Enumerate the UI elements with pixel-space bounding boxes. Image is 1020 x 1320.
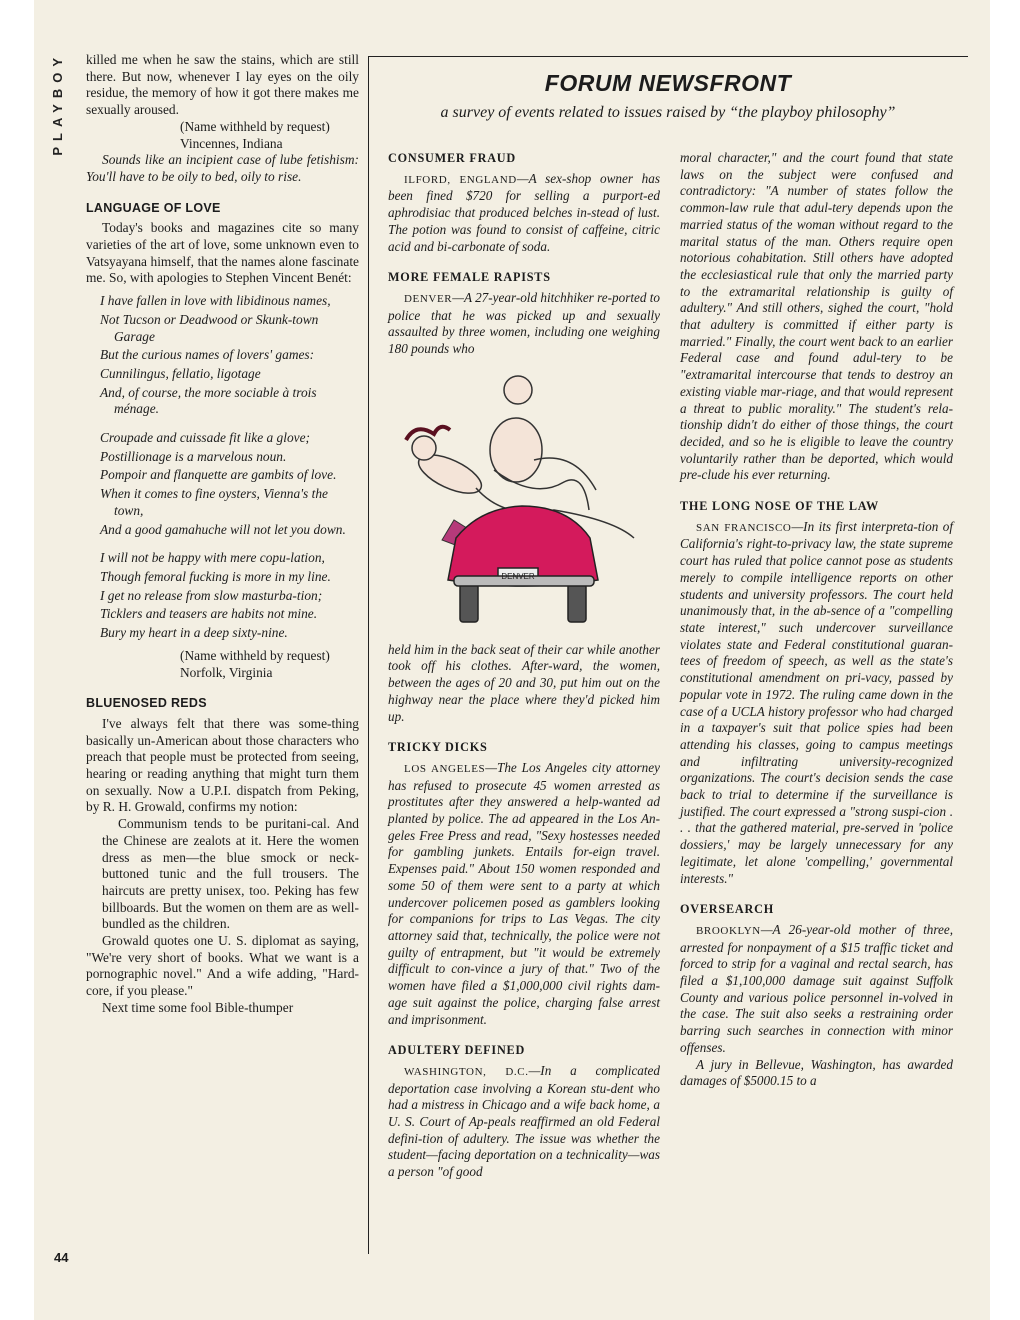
cartoon-illustration [384,370,660,638]
news-body: The Los Angeles city attorney has refused to prosecute 45 women arrested as prostitutes after they answered a help-wanted ad planted by police. The ad appeared in the Los An-geles Free Press and read, "Sexy hostesses needed for gambling junkets. Entails for-eign travel. Expenses paid." About 150 women responded and some 50 of them were sent to a party at which undercover policemen posed as gamblers looking for companions for trips to Las Vegas. The city attorney said that, technically, the police were not guilty of entrapment, but "it would be extremely difficult to con-vince a jury of that." Two of the women have filed a $1,000,000 civil rights dam-age suit against the police, charging false arrest and imprisonment. [388,759,660,1027]
news-dateline: ILFORD, ENGLAND [404,173,517,186]
news-body: In its first interpreta-tion of California's right-to-privacy law, the state supreme court has ruled that police cannot pose as students merely to compile intelligence reports on other students and university professors. The court held unanimously that, in the ab-sence of a "compelling state interest," such undercover surveillance violates state and Federal constitutional guaran-tees of freedom of speech, as well as the state's constitutional amendment on pri-vacy, passed by popular vote in 1972. The ruling came down in the case of a UCLA history professor who had charged in a taxpayer's suit that police spies had been attending his classes, going to campus meetings and infiltrating university-recognized organizations. The court's decision sends the case back to trial to determine if the surveillance is justified. The court expressed a "strong suspi-cion . . . that the gathered material, pre-served in 'police dossiers,' may be largely unnecessary for any legitimate, let alone 'compelling,' governmental interests." [680,518,954,886]
vertical-masthead: PLAYBOY [50,52,65,156]
page-number: 44 [54,1250,69,1265]
news-heading: THE LONG NOSE OF THE LAW [680,499,880,514]
letter-signature-place: Vincennes, Indiana [180,135,283,151]
news-heading: ADULTERY DEFINED [388,1043,526,1058]
news-heading: OVERSEARCH [680,902,775,917]
section-heading: LANGUAGE OF LOVE [86,200,221,215]
letter-body: I've always felt that there was some-thing basically un-American about those characters who preach that people must be protected from seeing, hearing or reading anything that might turn them on sexually. Now a U.P.I. dispatch from Peking, by R. H. Growald, confirms my notion: [86,715,359,815]
forum-subtitle: a survey of events related to issues raised by “the playboy philosophy” [440,104,896,121]
news-dateline: SAN FRANCISCO [696,521,792,534]
poem-line: I have fallen in love with libidinous names, [100,293,331,309]
editor-reply: Sounds like an incipient case of lube fetishism: You'll have to be oily to bed, oily to rise. [86,152,359,184]
forum-column-right [680,150,953,1090]
news-item: ILFORD, ENGLAND—A sex-shop owner has been fined $720 for selling a purport-ed aphrodisiac that produced belches in-stead of lust. The potion was found to consist of caffeine, citric acid and bi-carbonate of soda. [388,170,661,254]
block-quote: Communism tends to be puritani-cal. And the Chinese are zealots at it. Here the women dress as men—the blue smock or neck-buttoned tunic and the full trousers. The haircuts are pretty unisex, too. Peking has few billboards. But the women on them are as well-bundled as the children. [102,816,359,932]
news-body: A 26-year-old mother of three, arrested for nonpayment of a $15 traffic ticket and forced to strip for a vaginal and rectal search, has filed a $1,100,000 damage suit against Suffolk County and various police personnel in-volved in the case. The suit also seeks a restraining order barring such searches in connection with minor offenses. [680,921,953,1055]
news-item: LOS ANGELES—The Los Angeles city attorney has refused to prosecute 45 women arrested as prostitutes after they answered a help-wanted ad planted by police. The ad appeared in the Los An-geles Free Press and read, "Sexy hostesses needed for gambling junkets. Entails for-eign travel. Expenses paid." About 150 women responded and some 50 of them were sent to a party at which undercover policemen posed as gamblers looking for companions for trips to Las Vegas. The city attorney said that, technically, the police were not guilty of entrapment, but "it would be extremely difficult to con-vince a jury of that." Two of the women have filed a $1,000,000 civil rights dam-age suit against the police, charging false arrest and imprisonment. [388,759,660,1027]
figure-limb [534,458,596,490]
poem-line: Pompoir and flanquette are gambits of love. [100,467,337,483]
poem-line: I get no release from slow masturba-tion; [100,587,323,603]
poem-line: When it comes to fine oysters, Vienna's the town, [100,486,328,518]
news-dateline: LOS ANGELES [404,762,486,775]
car-wheel [460,584,478,622]
poem-line: But the curious names of lovers' games: [100,347,315,363]
license-plate-text: DENVER [501,572,535,581]
poem-line: Postillionage is a marvelous noun. [100,448,287,464]
poem [86,293,359,642]
news-dateline: DENVER [404,292,453,305]
letter-signature-name: (Name withheld by request) [180,647,330,663]
news-dateline: WASHINGTON, D.C. [404,1065,529,1078]
news-item: SAN FRANCISCO—In its first interpreta-tion of California's right-to-privacy law, the state supreme court has ruled that police cannot pose as students merely to compile intelligence reports on other students and university professors. The court held unanimously that, in the ab-sence of a "compelling state interest," such undercover surveillance violates state and Federal constitutional guaran-tees of freedom of speech, as well as the state's constitutional amendment on pri-vacy, passed by popular vote in 1972. The ruling came down in the case of a UCLA history professor who had charged in a taxpayer's suit that police spies had been attending his classes, going to campus meetings and infiltrating university-recognized organizations. The court's decision sends the case back to trial to determine if the surveillance is justified. The court expressed a "strong suspi-cion . . . that the gathered material, pre-served in 'police dossiers,' may be largely unnecessary for any legitimate, let alone 'compelling,' governmental interests." [680,518,954,886]
poem-line: Ticklers and teasers are habits not mine. [100,606,318,622]
news-body: A 27-year-old hitchhiker re-ported to police that he was picked up and sexually assaulted by three women, including one weighing 180 pounds who [388,289,660,357]
section-heading: BLUENOSED REDS [86,696,207,711]
letter-body: killed me when he saw the stains, which are still there. But now, whenever I lay eyes on the oily residue, the memory of how it got there makes me sexually aroused. [86,52,359,118]
poem-line: And, of course, the more sociable à trois ménage. [100,384,317,417]
news-body-continued: moral character," and the court found that state laws on the subject were confused and contradictory: "A number of states follow the common-law rule that adul-tery depends upon the married status of the woman without regard to the marital status of the man. Others require open notorious cohabitation. Still others have adopted the ecclesiastical rule that only the married party to the extramarital relationship is guilty of adultery." And still others, sighed the court, "hold that adultery is committed if either party is married." Finally, the court went back to an earlier Federal case and found adul-tery to be "extramarital intercourse that tends to destroy an existing viable mar-riage, and that would represent a threat to public morality." The student's rela-tionship didn't do either of those things, the court decided, and so he is eligible to leave the country voluntarily rather than be deported, which would pre-clude his ever returning. [680,150,953,483]
letters-column [86,52,359,1017]
letter-body: Today's books and magazines cite so many varieties of the art of love, some unknown even to Vatsyayana himself, that the names alone fascinate me. So, with apologies to Stephen Vincent Benét: [86,220,359,286]
news-heading: CONSUMER FRAUD [388,151,516,165]
news-body: In a complicated deportation case involving a Korean stu-dent who had a mistress in Chicago and a wife back home, a U. S. Court of Ap-peals reaffirmed an old Federal defini-tion of adultery. The issue was whether the student—facing deportation on a technicality—was a person "of good [388,1062,661,1180]
poem-line: Bury my heart in a deep sixty-nine. [100,625,288,641]
poem-line: Croupade and cuissade fit like a glove; [100,430,310,446]
news-body: A jury in Bellevue, Washington, has awarded damages of $5000.15 to a [680,1056,953,1089]
news-heading: MORE FEMALE RAPISTS [388,270,551,285]
news-item: WASHINGTON, D.C.—In a complicated deportation case involving a Korean stu-dent who had a mistress in Chicago and a wife back home, a U. S. Court of Ap-peals reaffirmed an old Federal defini-tion of adultery. The issue was whether the student—facing deportation on a technicality—was a person "of good [388,1062,661,1180]
letter-body: Next time some fool Bible-thumper [102,999,294,1015]
forum-title: FORUM NEWSFRONT [544,70,792,96]
forum-column-left [388,150,660,1181]
left-page-margin [0,0,34,1320]
news-item: BROOKLYN—A 26-year-old mother of three, arrested for nonpayment of a $15 traffic ticket and forced to strip for a vaginal and rectal search, has filed a $1,100,000 damage suit against Suffolk County and various police personnel in-volved in the case. The suit also seeks a restraining order barring such searches in connection with minor offenses. [680,921,953,1055]
news-heading: TRICKY DICKS [388,740,488,755]
figure-head [504,376,532,404]
news-dateline: BROOKLYN [696,924,761,937]
figure-head [412,436,436,460]
news-body-continued: held him in the back seat of their car while another took off his clothes. After-ward, the women, between the ages of 20 and 30, put him out on the highway near the place where they'd picked him up. [388,641,660,724]
poem-line: I will not be happy with mere copu-lation, [100,550,325,566]
news-body: A sex-shop owner has been fined $720 for selling a purport-ed aphrodisiac that produced belches in-stead of lust. The potion was found to consist of caffeine, citric acid and bi-carbonate of soda. [388,170,661,254]
car-wheel [568,584,586,622]
news-item: DENVER—A 27-year-old hitchhiker re-ported to police that he was picked up and sexually assaulted by three women, including one weighing 180 pounds who [388,289,660,357]
poem-line: Though femoral fucking is more in my line. [100,568,331,584]
letter-signature-name: (Name withheld by request) [180,118,330,134]
poem-line: Not Tucson or Deadwood or Skunk-town Garage [100,311,319,344]
poem-line: Cunnilingus, fellatio, ligotage [100,365,261,381]
poem-line: And a good gamahuche will not let you down. [100,521,346,537]
letter-body: Growald quotes one U. S. diplomat as saying, "We're very short of books. What we want is a pornographic novel." And a wife adding, "Hard-core, if you please." [86,933,359,999]
letter-signature-place: Norfolk, Virginia [180,664,273,680]
right-page-margin [990,0,1020,1320]
